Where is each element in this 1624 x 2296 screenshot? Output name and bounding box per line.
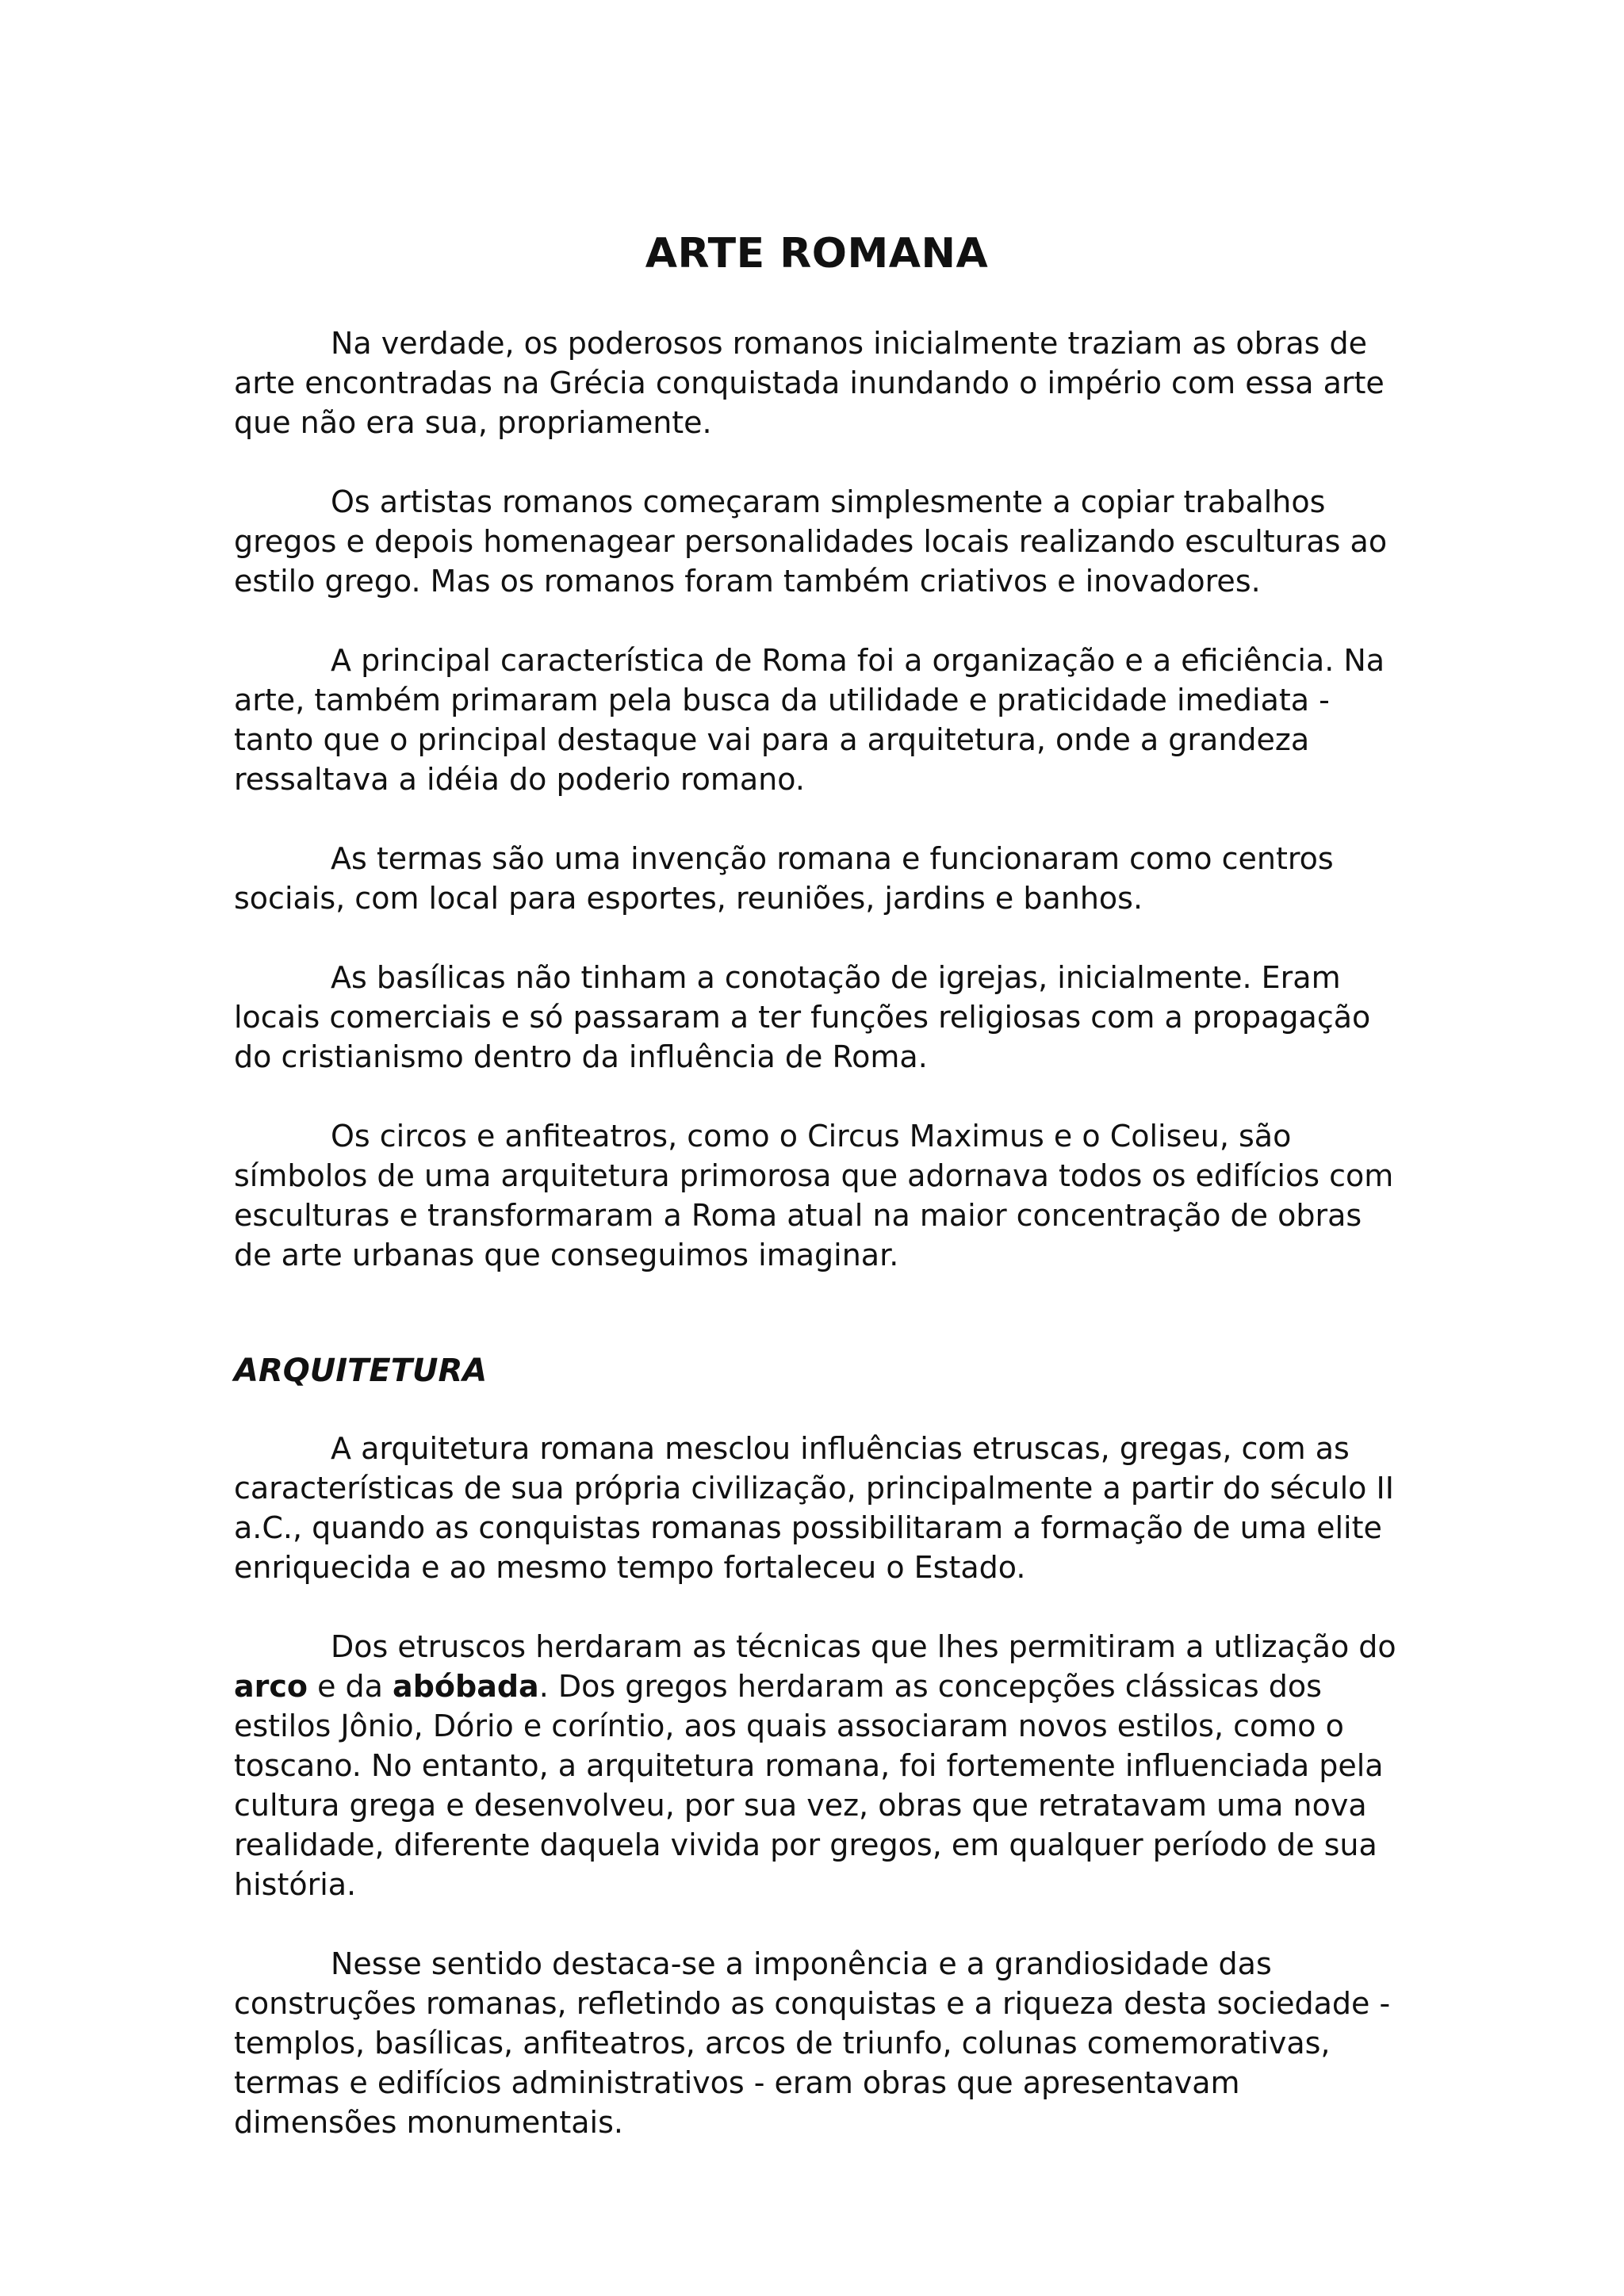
bold-term-abobada: abóbada [393, 1669, 539, 1704]
text-segment: Dos etruscos herdaram as técnicas que lhes permitiram a utlização do [331, 1629, 1396, 1664]
bold-term-arco: arco [234, 1669, 308, 1704]
paragraph-arquitetura-techniques [234, 1627, 1400, 1904]
paragraph-intro: Na verdade, os poderosos romanos inicialmente traziam as obras de arte encontradas na Grécia conquistada inundando o império com essa arte que não era sua, propriamente. [234, 326, 1385, 440]
paragraph-arquitetura-grandiosity: Nesse sentido destaca-se a imponência e a grandiosidade das construções romanas, refletindo as conquistas e a riqueza desta sociedade - templos, basílicas, anfiteatros, arcos de triunfo, colunas comemorativas, termas e edifícios administrativos - eram obras que apresentavam dimensões monumentais. [234, 1946, 1391, 2140]
paragraph-arquitetura-influences: A arquitetura romana mesclou influências etruscas, gregas, com as características de sua própria civilização, principalmente a partir do século II a.C., quando as conquistas romanas possibilitaram a formação de uma elite enriquecida e ao mesmo tempo fortaleceu o Estado. [234, 1431, 1394, 1585]
page-title: ARTE ROMANA [645, 230, 989, 277]
section-heading-arquitetura: ARQUITETURA [234, 1353, 488, 1389]
paragraph-characteristics: A principal característica de Roma foi a organização e a eficiência. Na arte, também primaram pela busca da utilidade e praticidade imediata - tanto que o principal destaque vai para a arquitetura, onde a grandeza ressaltava a idéia do poderio romano. [234, 643, 1385, 797]
text-segment: . Dos gregos herdaram as concepções clássicas dos estilos Jônio, Dório e coríntio, aos quais associaram novos estilos, como o toscano. No entanto, a arquitetura romana, foi fortemente influenciada pela cultura grega e desenvolveu, por sua vez, obras que retratavam uma nova realidade, diferente daquela vivida por gregos, em qualquer período de sua história. [234, 1669, 1384, 1902]
document-body [234, 225, 1400, 2182]
paragraph-artists: Os artistas romanos começaram simplesmente a copiar trabalhos gregos e depois homenagear personalidades locais realizando esculturas ao estilo grego. Mas os romanos foram também criativos e inovadores. [234, 484, 1388, 599]
text-segment: e da [308, 1669, 393, 1704]
paragraph-circos: Os circos e anfiteatros, como o Circus Maximus e o Coliseu, são símbolos de uma arquitetura primorosa que adornava todos os edifícios com esculturas e transformaram a Roma atual na maior concentração de obras de arte urbanas que conseguimos imaginar. [234, 1119, 1394, 1272]
paragraph-termas: As termas são uma invenção romana e funcionaram como centros sociais, com local para esportes, reuniões, jardins e banhos. [234, 841, 1334, 916]
paragraph-basilicas: As basílicas não tinham a conotação de igrejas, inicialmente. Eram locais comerciais e só passaram a ter funções religiosas com a propagação do cristianismo dentro da influência de Roma. [234, 960, 1371, 1074]
